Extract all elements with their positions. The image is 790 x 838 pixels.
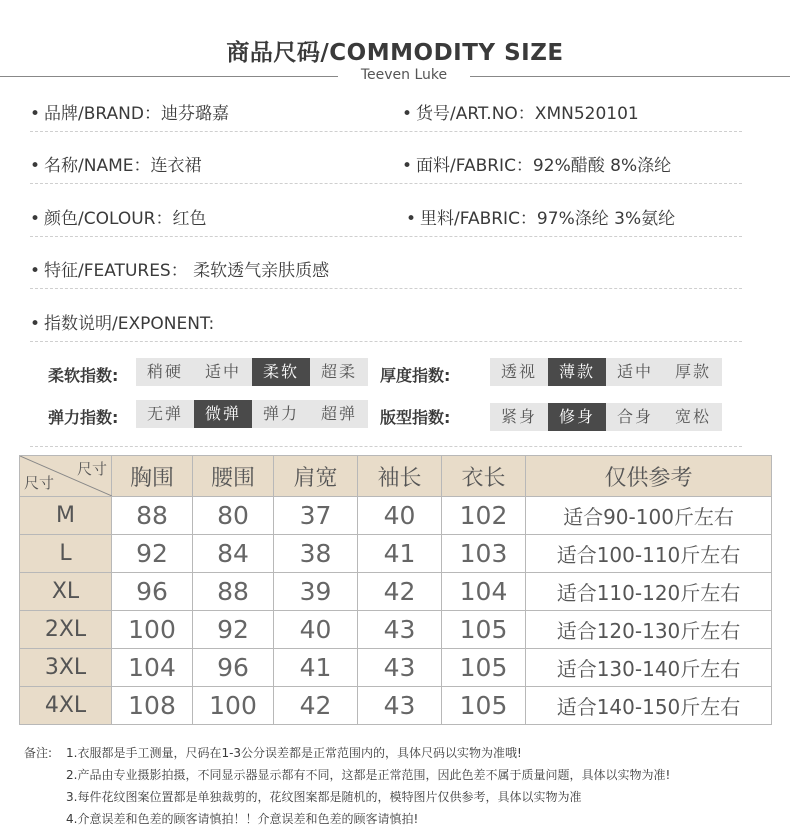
waist-cell: 80 <box>193 497 274 535</box>
waist-cell: 100 <box>193 687 274 725</box>
table-row <box>20 649 772 687</box>
elasticity-option-1: 无弹 <box>146 404 183 423</box>
lining-text: 里料/FABRIC：97%涤纶 3%氨纶 <box>420 209 676 229</box>
bullet-icon: • <box>30 104 41 124</box>
fit-option-4: 宽松 <box>674 407 711 426</box>
length-cell: 104 <box>442 573 526 611</box>
colour-info <box>30 204 206 229</box>
sleeve-cell: 41 <box>358 535 442 573</box>
brand-text: 品牌/BRAND：迪芬璐嘉 <box>44 104 229 124</box>
info-row-name <box>30 143 742 184</box>
info-row-features <box>30 248 742 289</box>
brand-info <box>30 99 229 124</box>
softness-option-4: 超柔 <box>320 362 357 381</box>
thickness-option-4: 厚款 <box>674 362 711 381</box>
exponent-info <box>30 309 214 334</box>
features-info <box>30 256 329 281</box>
length-cell: 105 <box>442 649 526 687</box>
length-cell: 102 <box>442 497 526 535</box>
header-bust: 胸围 <box>112 456 193 497</box>
fabric-info <box>402 151 671 176</box>
table-corner-cell <box>20 456 112 497</box>
shoulder-cell: 41 <box>274 649 358 687</box>
header-reference: 仅供参考 <box>526 456 772 497</box>
bullet-icon: • <box>30 209 41 229</box>
size-cell: M <box>20 497 112 535</box>
exponent-text: 指数说明/EXPONENT: <box>44 314 215 334</box>
bust-cell: 108 <box>112 687 193 725</box>
bust-cell: 96 <box>112 573 193 611</box>
waist-cell: 96 <box>193 649 274 687</box>
elasticity-option-4: 超弹 <box>320 404 357 423</box>
info-row-colour <box>30 196 742 237</box>
notes-label: 备注: <box>24 746 53 760</box>
elasticity-label: 弹力指数: <box>48 408 119 427</box>
thickness-option-2-selected: 薄款 <box>548 358 606 386</box>
fit-label: 版型指数: <box>380 408 451 427</box>
length-cell: 103 <box>442 535 526 573</box>
thickness-scale <box>490 358 722 386</box>
waist-cell: 92 <box>193 611 274 649</box>
elasticity-option-3: 弹力 <box>262 404 299 423</box>
fabric-text: 面料/FABRIC：92%醋酸 8%涤纶 <box>416 156 672 176</box>
note-line-4: 4.介意误差和色差的顾客请慎拍！！介意误差和色差的顾客请慎拍! <box>66 812 419 826</box>
fit-option-3: 合身 <box>616 407 653 426</box>
info-row-brand <box>30 91 742 132</box>
shoulder-cell: 40 <box>274 611 358 649</box>
softness-option-1: 稍硬 <box>146 362 183 381</box>
colour-text: 颜色/COLOUR：红色 <box>44 209 207 229</box>
sleeve-cell: 42 <box>358 573 442 611</box>
elasticity-option-2-selected: 微弹 <box>194 400 252 428</box>
corner-bottom-label: 尺寸 <box>24 474 55 492</box>
bullet-icon: • <box>30 314 41 334</box>
sleeve-cell: 43 <box>358 687 442 725</box>
fit-option-1: 紧身 <box>500 407 537 426</box>
size-table <box>19 455 772 725</box>
shoulder-cell: 37 <box>274 497 358 535</box>
header-sleeve: 袖长 <box>358 456 442 497</box>
thickness-label: 厚度指数: <box>380 366 451 385</box>
note-line-1: 1.衣服都是手工测量，尺码在1-3公分误差都是正常范围内的，具体尺码以实物为准哦! <box>66 746 522 760</box>
note-line-2: 2.产品由专业摄影拍摄，不同显示器显示都有不同，这都是正常范围，因此色差不属于质量问题，具体以实物为准! <box>66 768 671 782</box>
sleeve-cell: 40 <box>358 497 442 535</box>
shoulder-cell: 38 <box>274 535 358 573</box>
name-info <box>30 151 201 176</box>
divider-left <box>0 76 338 77</box>
table-row <box>20 687 772 725</box>
reference-cell: 适合120-130斤左右 <box>526 611 772 649</box>
size-cell: 2XL <box>20 611 112 649</box>
table-row <box>20 535 772 573</box>
size-cell: XL <box>20 573 112 611</box>
header-shoulder: 肩宽 <box>274 456 358 497</box>
header-length: 衣长 <box>442 456 526 497</box>
art-no-text: 货号/ART.NO：XMN520101 <box>416 104 639 124</box>
table-header-row <box>20 456 772 497</box>
divider-right <box>470 76 790 77</box>
bust-cell: 88 <box>112 497 193 535</box>
size-cell: L <box>20 535 112 573</box>
corner-top-label: 尺寸 <box>76 460 107 478</box>
size-cell: 4XL <box>20 687 112 725</box>
sleeve-cell: 43 <box>358 649 442 687</box>
waist-cell: 88 <box>193 573 274 611</box>
bullet-icon: • <box>402 156 413 176</box>
reference-cell: 适合100-110斤左右 <box>526 535 772 573</box>
note-line-3: 3.每件花纹图案位置都是单独裁剪的，花纹图案都是随机的，模特图片仅供参考，具体以实物为准 <box>66 790 582 804</box>
table-row <box>20 497 772 535</box>
reference-cell: 适合90-100斤左右 <box>526 497 772 535</box>
size-cell: 3XL <box>20 649 112 687</box>
name-text: 名称/NAME：连衣裙 <box>44 156 202 176</box>
waist-cell: 84 <box>193 535 274 573</box>
brand-subtitle: Teeven Luke <box>360 67 448 83</box>
bullet-icon: • <box>402 104 413 124</box>
table-row <box>20 573 772 611</box>
softness-option-2: 适中 <box>204 362 241 381</box>
length-cell: 105 <box>442 611 526 649</box>
softness-scale <box>136 358 368 386</box>
art-no-info <box>402 99 639 124</box>
bust-cell: 104 <box>112 649 193 687</box>
fit-scale <box>490 403 722 431</box>
shoulder-cell: 39 <box>274 573 358 611</box>
subtitle-row <box>0 67 790 87</box>
bullet-icon: • <box>30 156 41 176</box>
header-waist: 腰围 <box>193 456 274 497</box>
thickness-option-3: 适中 <box>616 362 653 381</box>
bullet-icon: • <box>30 261 41 281</box>
length-cell: 105 <box>442 687 526 725</box>
bust-cell: 100 <box>112 611 193 649</box>
fit-option-2-selected: 修身 <box>548 403 606 431</box>
lining-info <box>406 204 675 229</box>
info-row-exponent <box>30 301 742 342</box>
thickness-option-1: 透视 <box>500 362 537 381</box>
reference-cell: 适合140-150斤左右 <box>526 687 772 725</box>
bullet-icon: • <box>406 209 417 229</box>
page-title: 商品尺码/COMMODITY SIZE <box>226 40 564 66</box>
softness-label: 柔软指数: <box>48 366 119 385</box>
softness-option-3-selected: 柔软 <box>252 358 310 386</box>
table-row <box>20 611 772 649</box>
reference-cell: 适合110-120斤左右 <box>526 573 772 611</box>
features-text: 特征/FEATURES： 柔软透气亲肤质感 <box>44 261 330 281</box>
shoulder-cell: 42 <box>274 687 358 725</box>
index-divider <box>30 446 742 447</box>
elasticity-scale <box>136 400 368 428</box>
bust-cell: 92 <box>112 535 193 573</box>
sleeve-cell: 43 <box>358 611 442 649</box>
reference-cell: 适合130-140斤左右 <box>526 649 772 687</box>
